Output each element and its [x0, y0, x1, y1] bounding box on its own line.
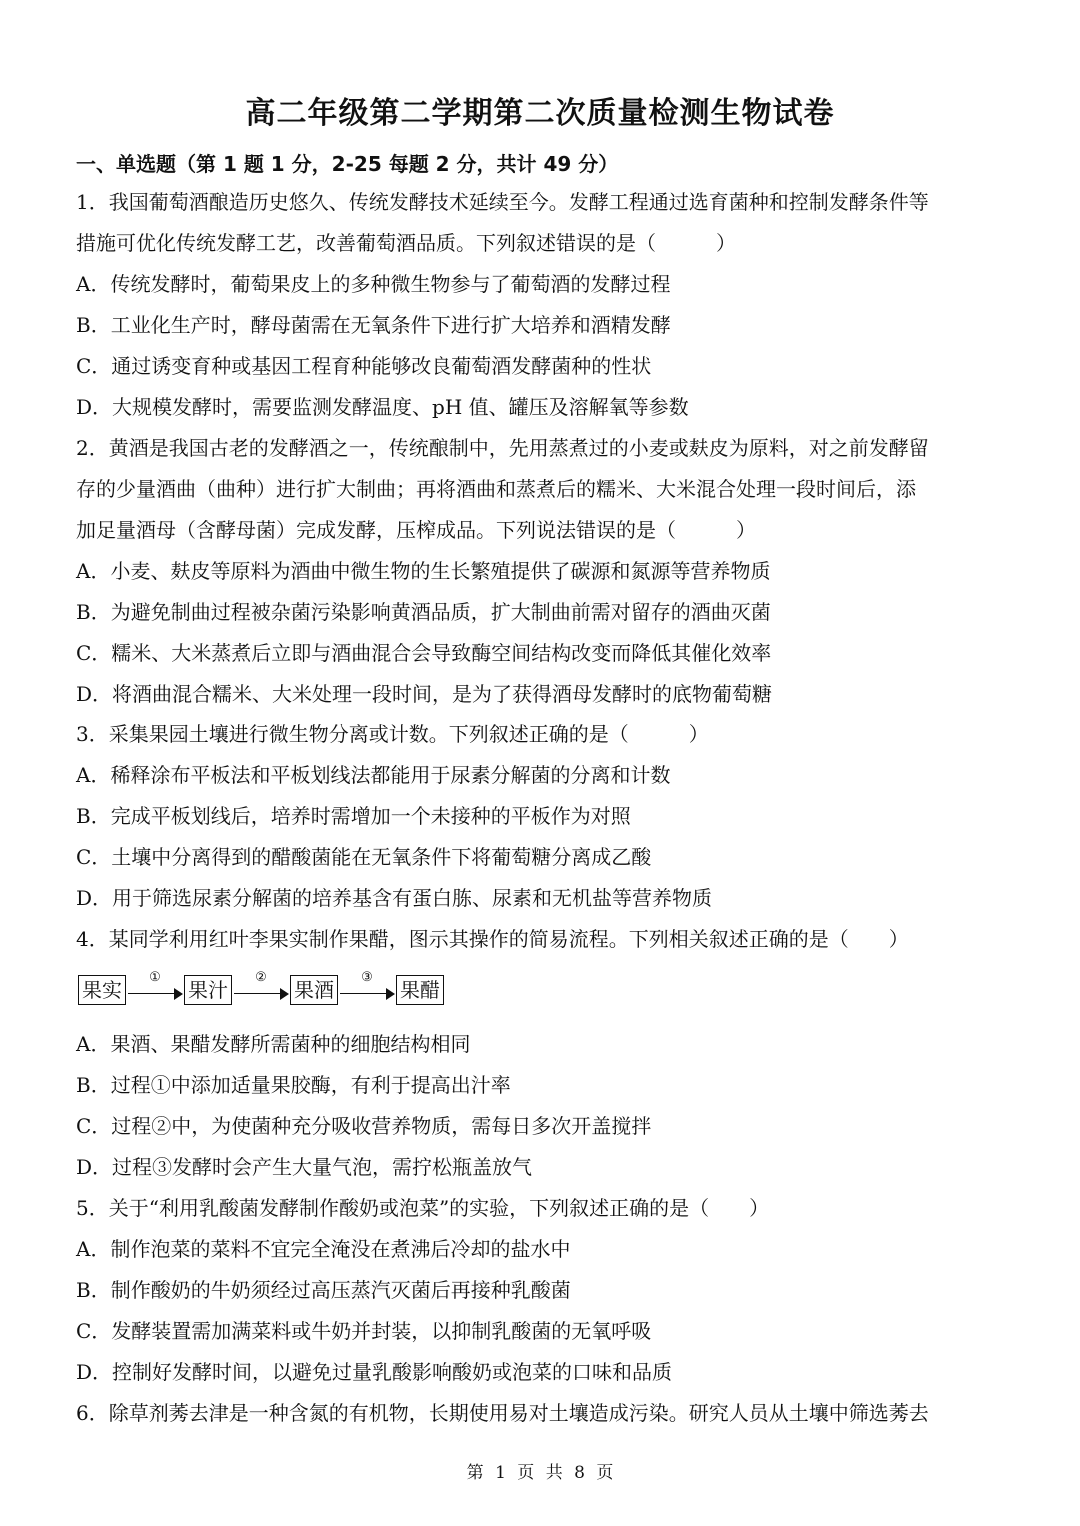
text-line: 加足量酒母（含酵母菌）完成发酵，压榨成品。下列说法错误的是（ ）	[76, 518, 756, 542]
flow-box-juice: 果汁	[184, 975, 232, 1005]
arrow-icon	[126, 970, 184, 1004]
text-line: 1．我国葡萄酒酿造历史悠久、传统发酵技术延续至今。发酵工程通过选育菌种和控制发酵条件等	[76, 190, 929, 214]
text-line: B．工业化生产时，酵母菌需在无氧条件下进行扩大培养和酒精发酵	[76, 313, 671, 337]
text-line: C．过程②中，为使菌种充分吸收营养物质，需每日多次开盖搅拌	[76, 1114, 652, 1138]
arrow-icon	[232, 970, 290, 1004]
text-line: D．过程③发酵时会产生大量气泡，需拧松瓶盖放气	[76, 1155, 533, 1179]
text-line: A．传统发酵时，葡萄果皮上的多种微生物参与了葡萄酒的发酵过程	[76, 272, 671, 296]
text-line: B．完成平板划线后，培养时需增加一个未接种的平板作为对照	[76, 804, 631, 828]
step-number: ①	[149, 970, 161, 985]
text-line: 2．黄酒是我国古老的发酵酒之一，传统酿制中，先用蒸煮过的小麦或麸皮为原料，对之前发酵留	[76, 436, 929, 460]
text-line: 3．采集果园土壤进行微生物分离或计数。下列叙述正确的是（ ）	[76, 722, 709, 746]
process-flow-diagram	[78, 970, 444, 1006]
text-line: 5．关于“利用乳酸菌发酵制作酸奶或泡菜”的实验，下列叙述正确的是（ ）	[76, 1196, 770, 1220]
text-line: C．通过诱变育种或基因工程育种能够改良葡萄酒发酵菌种的性状	[76, 354, 652, 378]
text-line: A．小麦、麸皮等原料为酒曲中微生物的生长繁殖提供了碳源和氮源等营养物质	[76, 559, 771, 583]
text-line: C．发酵装置需加满菜料或牛奶并封装，以抑制乳酸菌的无氧呼吸	[76, 1319, 652, 1343]
text-line: B．制作酸奶的牛奶须经过高压蒸汽灭菌后再接种乳酸菌	[76, 1278, 571, 1302]
flow-box-vinegar: 果醋	[396, 975, 444, 1005]
flow-box-wine: 果酒	[290, 975, 338, 1005]
text-line: C．土壤中分离得到的醋酸菌能在无氧条件下将葡萄糖分离成乙酸	[76, 845, 652, 869]
step-number: ②	[255, 970, 267, 985]
text-line: 6．除草剂莠去津是一种含氮的有机物，长期使用易对土壤造成污染。研究人员从土壤中筛选莠去	[76, 1401, 929, 1425]
text-line: 4．某同学利用红叶李果实制作果醋，图示其操作的简易流程。下列相关叙述正确的是（ ）	[76, 927, 909, 951]
page-footer: 第 1 页 共 8 页	[466, 1463, 614, 1483]
flow-box-fruit: 果实	[78, 975, 126, 1005]
page-title: 高二年级第二学期第二次质量检测生物试卷	[245, 96, 835, 131]
text-line: A．果酒、果醋发酵所需菌种的细胞结构相同	[76, 1032, 471, 1056]
text-line: 措施可优化传统发酵工艺，改善葡萄酒品质。下列叙述错误的是（ ）	[76, 231, 736, 255]
text-line: D．用于筛选尿素分解菌的培养基含有蛋白胨、尿素和无机盐等营养物质	[76, 886, 713, 910]
text-line: 存的少量酒曲（曲种）进行扩大制曲；再将酒曲和蒸煮后的糯米、大米混合处理一段时间后，添	[76, 477, 916, 501]
text-line: C．糯米、大米蒸煮后立即与酒曲混合会导致酶空间结构改变而降低其催化效率	[76, 641, 772, 665]
text-line: B．过程①中添加适量果胶酶，有利于提高出汁率	[76, 1073, 511, 1097]
step-number: ③	[361, 970, 373, 985]
section-heading: 一、单选题（第 1 题 1 分，2-25 每题 2 分，共计 49 分）	[76, 152, 619, 176]
text-line: D．大规模发酵时，需要监测发酵温度、pH 值、罐压及溶解氧等参数	[76, 395, 689, 419]
text-line: B．为避免制曲过程被杂菌污染影响黄酒品质，扩大制曲前需对留存的酒曲灭菌	[76, 600, 771, 624]
text-line: D．控制好发酵时间，以避免过量乳酸影响酸奶或泡菜的口味和品质	[76, 1360, 673, 1384]
text-line: A．制作泡菜的菜料不宜完全淹没在煮沸后冷却的盐水中	[76, 1237, 571, 1261]
arrow-icon	[338, 970, 396, 1004]
text-line: D．将酒曲混合糯米、大米处理一段时间，是为了获得酒母发酵时的底物葡萄糖	[76, 682, 773, 706]
text-line: A．稀释涂布平板法和平板划线法都能用于尿素分解菌的分离和计数	[76, 763, 671, 787]
